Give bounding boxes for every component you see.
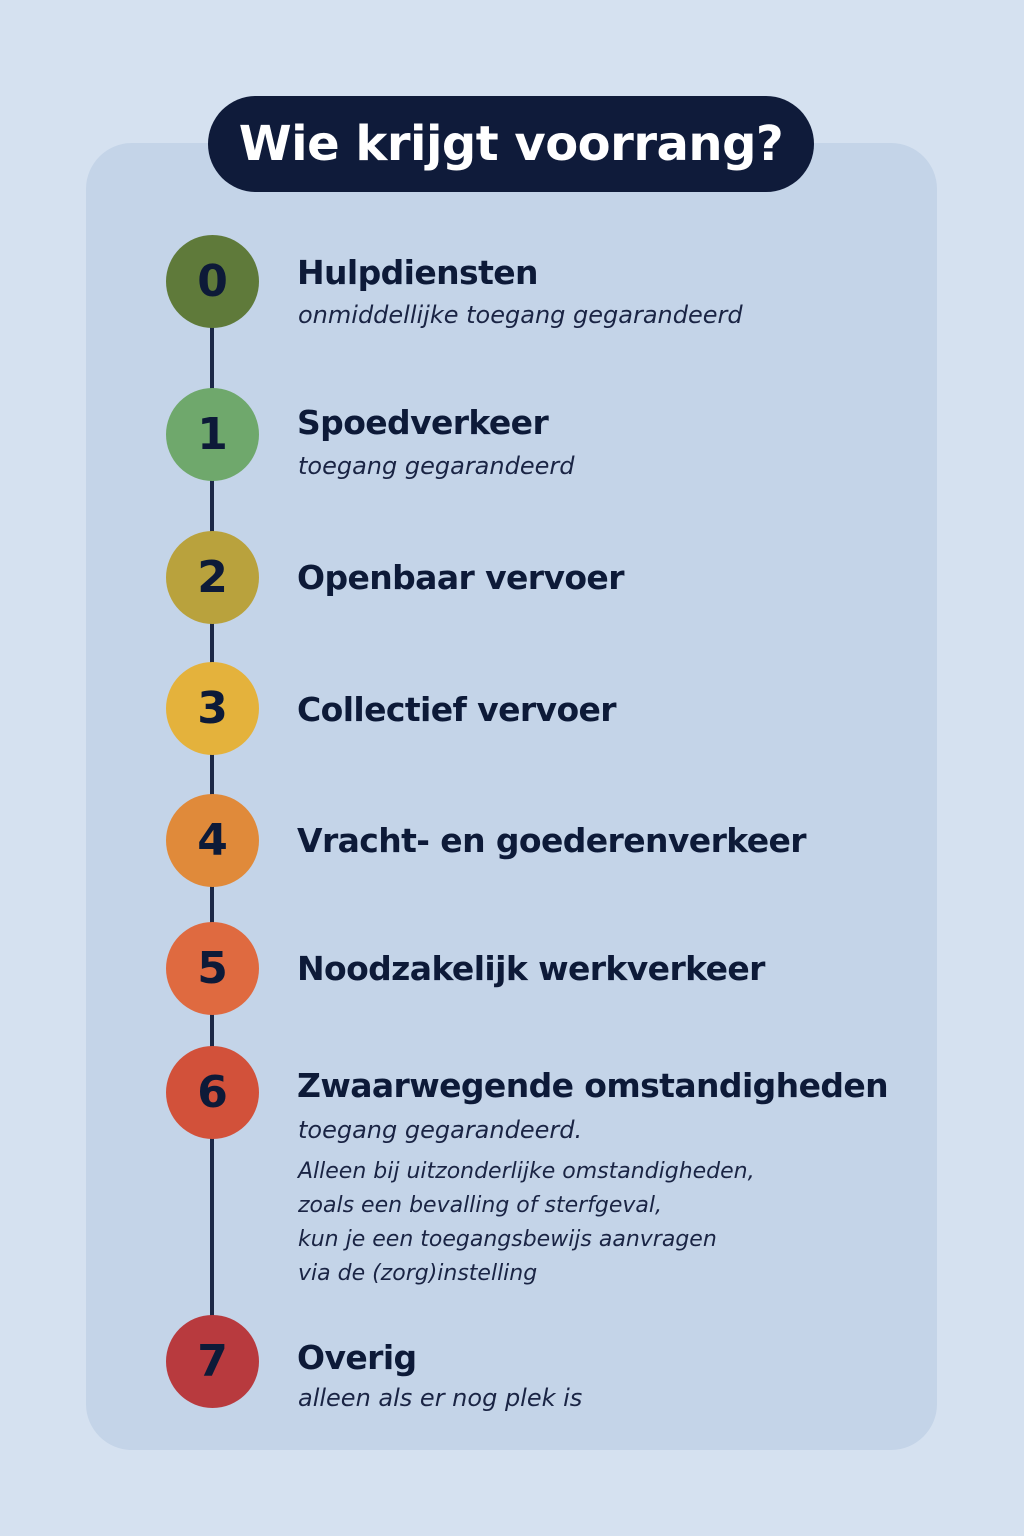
title-banner: [208, 96, 814, 192]
step-number: 4: [197, 814, 228, 866]
step-title-collectief-vervoer: Collectief vervoer: [297, 690, 616, 729]
step-subtitle: onmiddellijke toegang gegarandeerd: [298, 301, 743, 329]
step-number: 7: [197, 1335, 228, 1387]
page-title: Wie krijgt voorrang?: [238, 116, 784, 172]
step-note: [298, 1155, 755, 1291]
step-number: 6: [197, 1066, 228, 1118]
step-circle-2: [166, 531, 259, 624]
step-subtitle: toegang gegarandeerd.: [298, 1116, 583, 1144]
step-number: 2: [197, 551, 228, 603]
step-number: 0: [197, 255, 228, 307]
step-subtitle: toegang gegarandeerd: [298, 452, 575, 480]
step-title-zwaarwegende-omstandigheden: Zwaarwegende omstandigheden: [297, 1066, 889, 1105]
step-circle-5: [166, 922, 259, 1015]
note-line: kun je een toegangsbewijs aanvragen: [298, 1227, 717, 1252]
step-number: 1: [197, 408, 228, 460]
step-title-spoedverkeer: Spoedverkeer: [297, 403, 549, 442]
step-title-overig: Overig: [297, 1338, 417, 1377]
step-number: 3: [197, 682, 228, 734]
step-circle-3: [166, 662, 259, 755]
step-circle-0: [166, 235, 259, 328]
step-title-openbaar-vervoer: Openbaar vervoer: [297, 558, 624, 597]
step-title-noodzakelijk-werkverkeer: Noodzakelijk werkverkeer: [297, 949, 765, 988]
step-circle-7: [166, 1315, 259, 1408]
step-title-vracht-en-goederenverkeer: Vracht- en goederenverkeer: [297, 821, 806, 860]
step-circle-1: [166, 388, 259, 481]
note-line: zoals een bevalling of sterfgeval,: [298, 1193, 663, 1218]
note-line: Alleen bij uitzonderlijke omstandigheden,: [298, 1159, 755, 1184]
step-circle-6: [166, 1046, 259, 1139]
step-subtitle: alleen als er nog plek is: [298, 1384, 583, 1412]
step-title-hulpdiensten: Hulpdiensten: [297, 253, 538, 292]
step-number: 5: [197, 942, 228, 994]
step-circle-4: [166, 794, 259, 887]
note-line: via de (zorg)instelling: [298, 1261, 538, 1286]
